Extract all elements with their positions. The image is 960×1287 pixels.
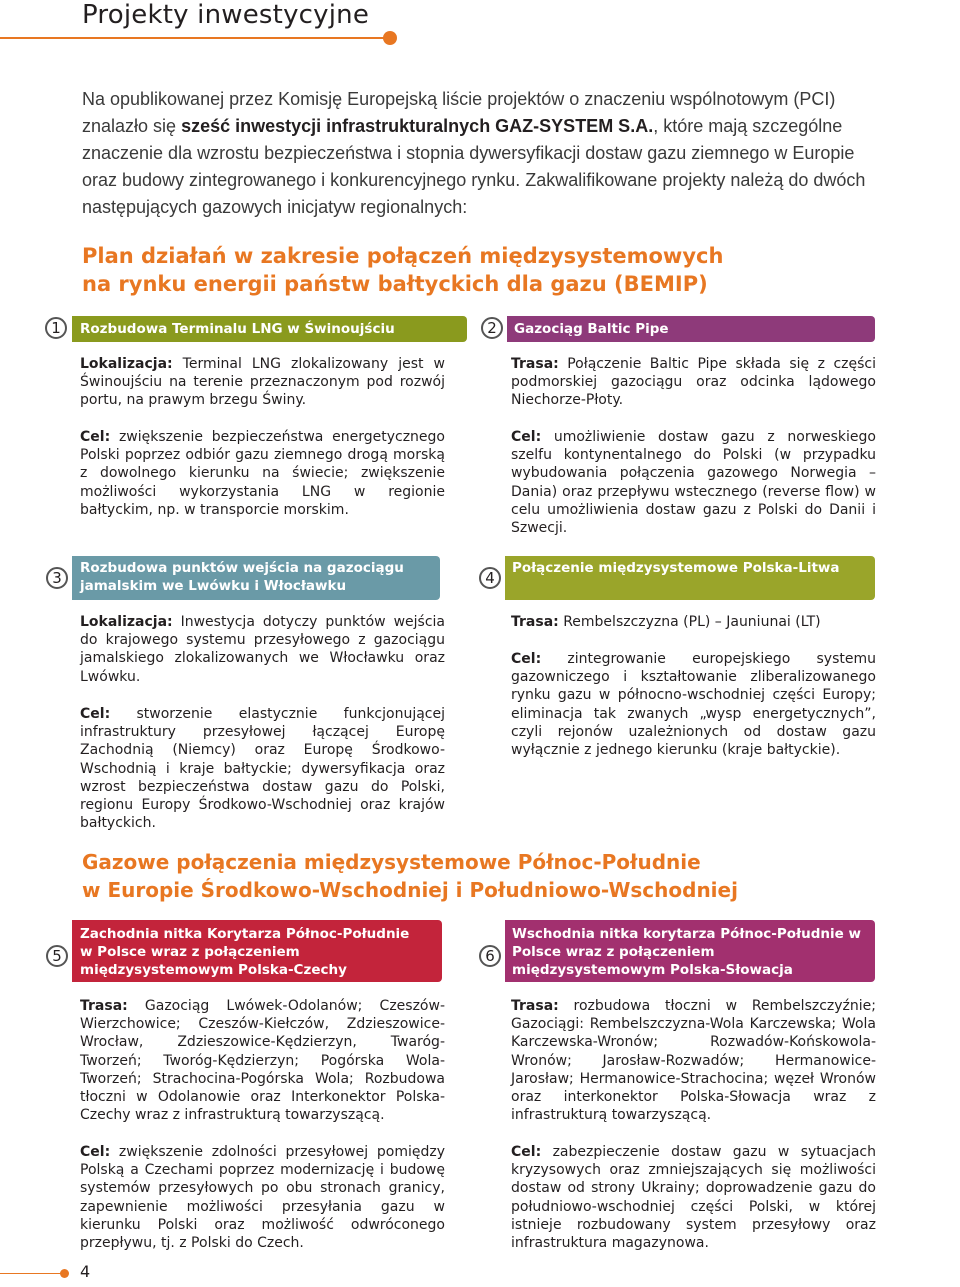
- footer-dot: [60, 1269, 69, 1278]
- intro-text-2: , które mają szczególne znaczenie dla wzrostu bezpieczeństwa i stopnia dywersyfikacji dostaw gazu ziemnego w Europie oraz budowy zintegrowanego i konkurencyjnego rynku. Zakwalifikowane projekty należą do dwóch następujących gazowych inicjatyw regionalnych:: [82, 116, 866, 217]
- project-title: Zachodnia nitka Korytarza Północ-Południe w Polsce wraz z połączeniem międzysystemowym Polska-Czechy: [80, 926, 410, 978]
- page-number: 4: [80, 1262, 91, 1281]
- project-route: Trasa: Połączenie Baltic Pipe składa się z części podmorskiej gazociągu oraz odcinka lądowego Niechorze-Płoty.: [511, 356, 876, 409]
- section-heading-line: Plan działań w zakresie połączeń międzysystemowych: [82, 244, 724, 268]
- title-dot: [383, 31, 397, 45]
- project-title: Wschodnia nitka korytarza Północ-Południe w Polsce wraz z połączeniem międzysystemowym Polska-Słowacja: [512, 926, 861, 978]
- intro-paragraph: [82, 86, 878, 221]
- project-number-badge: 3: [46, 567, 68, 589]
- section-heading-line: na rynku energii państw bałtyckich dla gazu (BEMIP): [82, 272, 708, 296]
- project-goal: Cel: zwiększenie zdolności przesyłowej pomiędzy Polską a Czechami poprzez modernizację i budowę systemów przesyłowych po obu stronach granicy, zapewnienie możliwości przesyłania gazu w kierunku Polski oraz możliwość odwróconego przepływu, tj. z Polski do Czech.: [80, 1144, 445, 1252]
- project-goal: Cel: zintegrowanie europejskiego systemu gazowniczego i kształtowanie zliberalizowanego rynku gazu w północno-wschodniej części Europy; eliminacja tak zwanych „wysp energetycznych”, czyli rejonów uzależnionych od dostaw gazu wyłącznie z jednego kierunku (kraje bałtyckie).: [511, 651, 876, 759]
- title-rule: [0, 37, 390, 39]
- project-goal: Cel: zwiększenie bezpieczeństwa energetycznego Polski poprzez odbiór gazu ziemnego drogą morską z dowolnego kierunku na świecie; zwiększenie możliwości wykorzystania LNG w regionie bałtyckim, np. w transporcie morskim.: [80, 429, 445, 518]
- project-number-badge: 5: [46, 945, 68, 967]
- project-number-badge: 6: [479, 945, 501, 967]
- project-number-badge: 2: [481, 317, 503, 339]
- project-route: Trasa: Rembelszczyzna (PL) – Jauniunai (LT): [511, 614, 821, 630]
- section-heading-line: w Europie Środkowo-Wschodniej i Południowo-Wschodniej: [82, 878, 738, 902]
- project-location: Lokalizacja: Inwestycja dotyczy punktów wejścia do krajowego systemu przesyłowego z gazociągu jamalskiego zlokalizowanych we Włocławku oraz Lwówku.: [80, 614, 445, 685]
- intro-text-1: Na opublikowanej przez Komisję Europejską liście projektów o znaczeniu wspólnotowym (PCI) znalazło się: [82, 89, 836, 136]
- project-title: Rozbudowa Terminalu LNG w Świnoujściu: [80, 321, 395, 337]
- section-heading-bemip: [82, 242, 723, 298]
- footer-rule: [0, 1273, 64, 1274]
- section-heading-line: Gazowe połączenia międzysystemowe Północ-Południe: [82, 850, 701, 874]
- page-title: Projekty inwestycyjne: [82, 0, 370, 30]
- project-number-badge: 4: [479, 567, 501, 589]
- project-title: Gazociąg Baltic Pipe: [514, 321, 669, 337]
- project-title: Rozbudowa punktów wejścia na gazociągu jamalskim we Lwówku i Włocławku: [80, 560, 404, 594]
- project-number-badge: 1: [45, 317, 67, 339]
- project-route: Trasa: Gazociąg Lwówek-Odolanów; Czeszów-Wierzchowice; Czeszów-Kiełczów, Zdzieszowice-Wrocław, Zdzieszowice-Kędzierzyn, Twaróg-Tworzeń; Tworóg-Kędzierzyn; Pogórska Wola-Tworzeń; Strachocina-Pogórska Wola; Rozbudowa tłoczni w Odolanowie oraz Interkonektor Polska-Czechy wraz z infrastrukturą towarzyszącą.: [80, 998, 445, 1124]
- project-goal: Cel: zabezpieczenie dostaw gazu w sytuacjach kryzysowych oraz zmniejszających się możliwości dostaw od strony Ukrainy; doprowadzenie gazu do południowo-wschodniej części Polski, w której istnieje rozbudowany system przesyłowy oraz infrastruktura magazynowa.: [511, 1144, 876, 1252]
- project-title: Połączenie międzysystemowe Polska-Litwa: [512, 560, 840, 576]
- project-location: Lokalizacja: Terminal LNG zlokalizowany jest w Świnoujściu na terenie przeznaczonym pod rozwój portu, na prawym brzegu Świny.: [80, 356, 445, 409]
- project-goal: Cel: umożliwienie dostaw gazu z norweskiego szelfu kontynentalnego do Polski (w przypadku wybudowania połączenia gazowego Norwegia – Dania) oraz przepływu wstecznego (reverse flow) w celu umożliwienia dostaw gazu z Polski do Danii i Szwecji.: [511, 429, 876, 537]
- project-route: Trasa: rozbudowa tłoczni w Rembelszczyźnie; Gazociągi: Rembelszczyzna-Wola Karczewska; Wola Karczewska-Wronów; Rozwadów-Końskowola-Wronów; Jarosław-Rozwadów; Hermanowice-Jarosław; Hermanowice-Strachocina; węzeł Wronów oraz interkonektor Polska-Słowacja wraz z infrastrukturą towarzyszącą.: [511, 998, 876, 1124]
- intro-bold: sześć inwestycji infrastrukturalnych GAZ-SYSTEM S.A.: [181, 116, 654, 136]
- project-goal: Cel: stworzenie elastycznie funkcjonującej infrastruktury przesyłowej łączącej Europę Zachodnią (Niemcy) oraz Europę Środkowo-Wschodnią i kraje bałtyckie; dywersyfikacja oraz wzrost bezpieczeństwa dostaw gazu do Polski, regionu Europy Środkowo-Wschodniej oraz krajów bałtyckich.: [80, 706, 445, 832]
- section-heading-north-south: [82, 848, 738, 904]
